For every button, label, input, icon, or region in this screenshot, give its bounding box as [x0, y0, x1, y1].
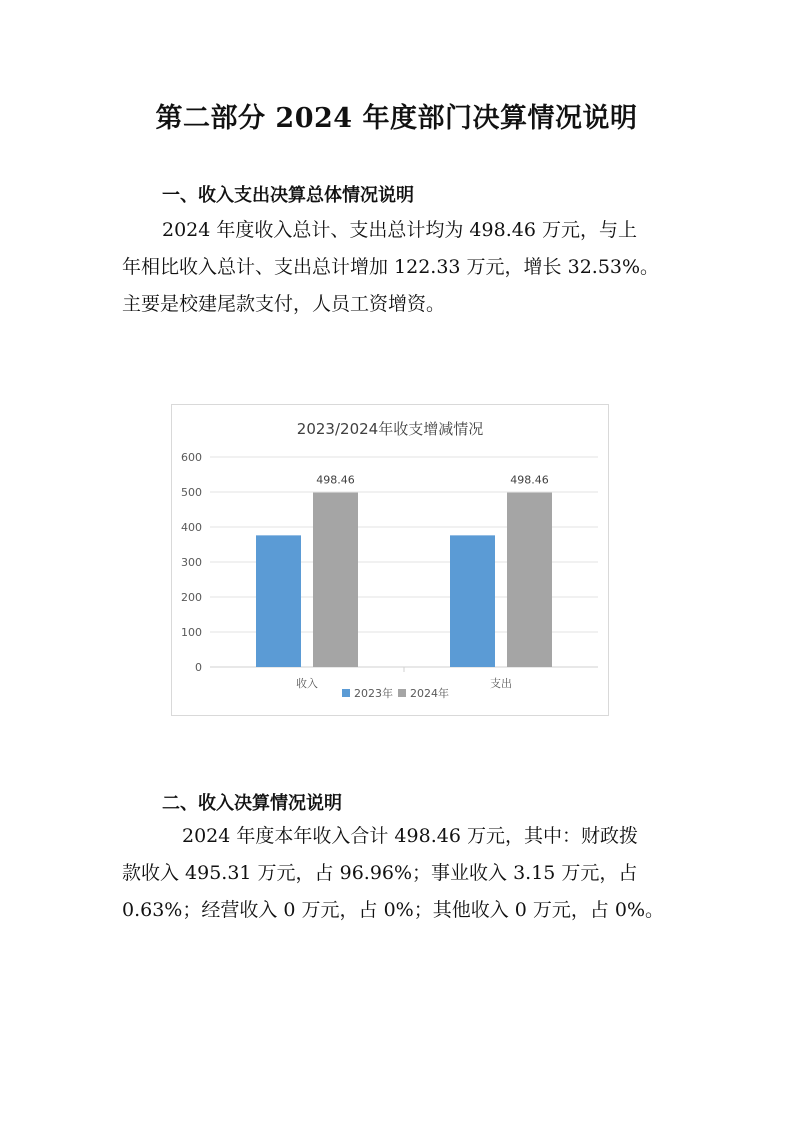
y-tick-label: 500 [181, 486, 202, 499]
bar-2023年-支出 [450, 535, 495, 667]
x-tick-label: 收入 [296, 677, 318, 690]
bar-2024年-收入 [313, 493, 358, 667]
section1-heading: 一、收入支出决算总体情况说明 [162, 185, 414, 206]
section1-line-2: 年相比收入总计、支出总计增加 122.33 万元，增长 32.53%。 [122, 256, 660, 278]
data-label: 498.46 [316, 473, 355, 487]
section2-heading: 二、收入决算情况说明 [162, 793, 342, 814]
income-expense-chart [171, 404, 609, 716]
section2-line-2: 款收入 495.31 万元，占 96.96%；事业收入 3.15 万元，占 [122, 862, 638, 884]
section1-paragraph [122, 212, 682, 323]
y-tick-label: 200 [181, 591, 202, 604]
section1-line-3: 主要是校建尾款支付，人员工资增资。 [122, 293, 446, 315]
section2-paragraph [122, 818, 682, 929]
chart-title: 2023/2024年收支增减情况 [296, 420, 484, 438]
x-tick-label: 支出 [490, 677, 512, 690]
legend-swatch-2023年 [342, 689, 350, 697]
chart-canvas [172, 405, 608, 715]
page-title: 第二部分 2024 年度部门决算情况说明 [155, 103, 638, 134]
bar-2024年-支出 [507, 493, 552, 667]
section1-line-1: 2024 年度收入总计、支出总计均为 498.46 万元，与上 [162, 219, 637, 241]
legend-label: 2023年 [354, 687, 393, 700]
y-tick-label: 100 [181, 626, 202, 639]
section2-line-3: 0.63%；经营收入 0 万元，占 0%；其他收入 0 万元，占 0%。 [122, 899, 665, 921]
bar-2023年-收入 [256, 535, 301, 667]
legend-label: 2024年 [410, 687, 449, 700]
data-label: 498.46 [510, 473, 549, 487]
y-tick-label: 400 [181, 521, 202, 534]
section2-line-1: 2024 年度本年收入合计 498.46 万元，其中：财政拨 [182, 825, 638, 847]
legend-swatch-2024年 [398, 689, 406, 697]
y-tick-label: 600 [181, 451, 202, 464]
y-tick-label: 0 [195, 661, 202, 674]
y-tick-label: 300 [181, 556, 202, 569]
